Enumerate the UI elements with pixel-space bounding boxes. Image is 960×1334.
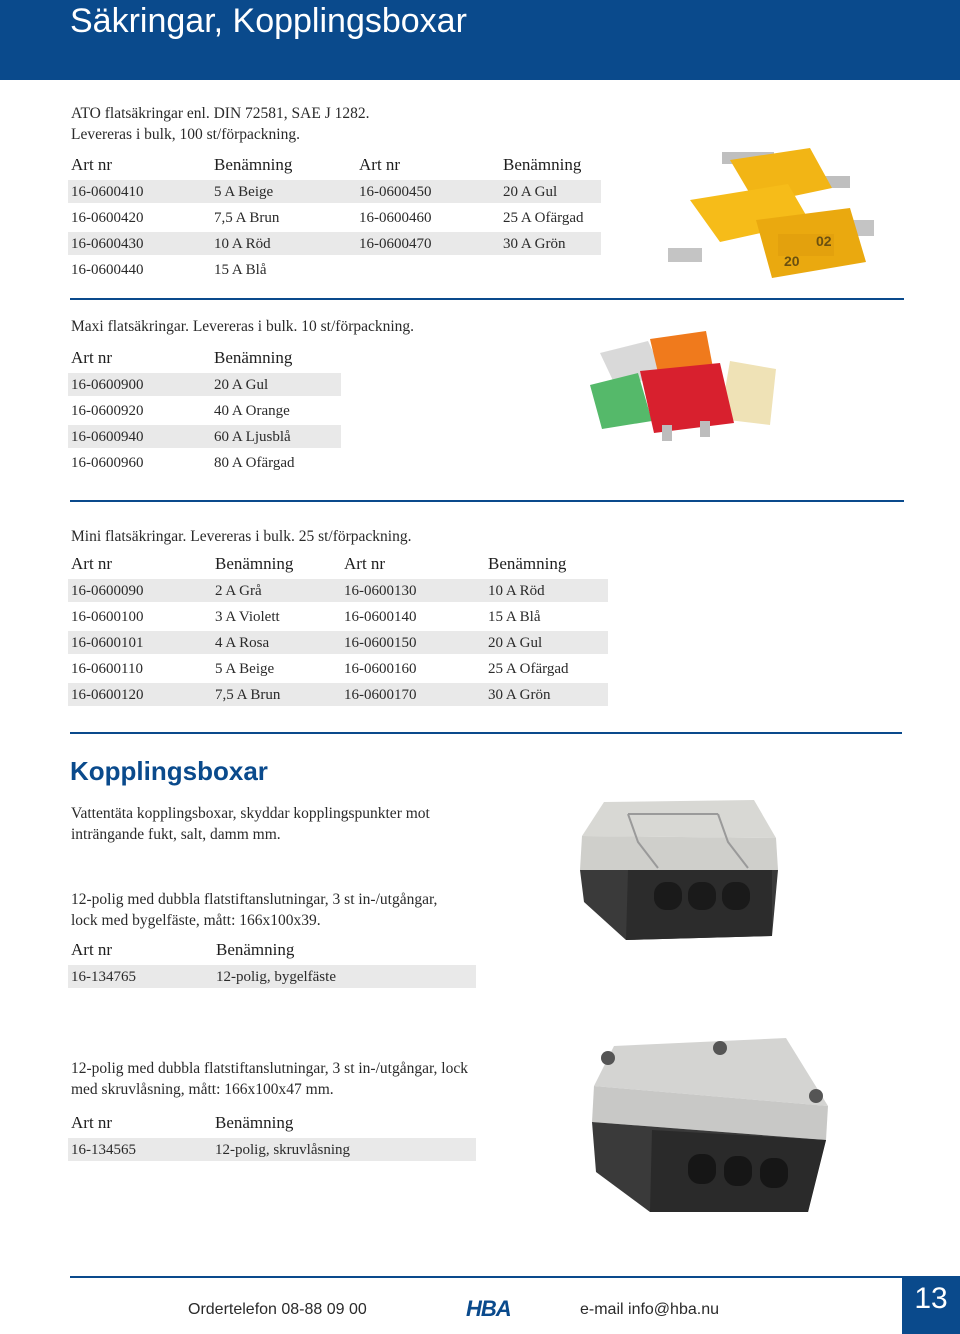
table-cell-name: 5 A Beige xyxy=(214,184,274,200)
table-cell-name: 15 A Blå xyxy=(488,609,541,625)
page-number: 13 xyxy=(914,1282,948,1315)
table-cell-art: 16-0600130 xyxy=(344,583,417,599)
table-cell-name: 25 A Ofärgad xyxy=(488,661,569,677)
ato-description-line2: Levereras i bulk, 100 st/förpackning. xyxy=(71,126,300,143)
ato-fuses-image xyxy=(660,130,890,290)
table-cell-art: 16-0600940 xyxy=(71,429,144,445)
table-cell-art: 16-0600960 xyxy=(71,455,144,471)
table-cell-name: 5 A Beige xyxy=(215,661,275,677)
maxi-fuses-image xyxy=(580,325,790,445)
table-cell-art: 16-0600140 xyxy=(344,609,417,625)
ato-right-col-name: Benämning xyxy=(503,155,582,174)
table-cell-name: 12-polig, bygelfäste xyxy=(216,969,336,985)
table-cell-art: 16-0600470 xyxy=(359,236,432,252)
table-cell-name: 25 A Ofärgad xyxy=(503,210,584,226)
table-cell-art: 16-0600420 xyxy=(71,210,144,226)
box1-description-line1: 12-polig med dubbla flatstiftanslutningar, 3 st in-/utgångar, xyxy=(71,891,438,908)
section-heading-kopplingsboxar: Kopplingsboxar xyxy=(70,756,268,786)
table-cell-art: 16-0600170 xyxy=(344,687,417,703)
table-cell-name: 7,5 A Brun xyxy=(214,210,280,226)
table-cell-art: 16-0600430 xyxy=(71,236,144,252)
table-cell-name: 80 A Ofärgad xyxy=(214,455,295,471)
table-cell-name: 12-polig, skruvlåsning xyxy=(215,1142,350,1158)
table-cell-art: 16-0600900 xyxy=(71,377,144,393)
table-cell-name: 20 A Gul xyxy=(503,184,558,200)
table-cell-name: 3 A Violett xyxy=(215,609,280,625)
footer-divider xyxy=(70,1276,902,1278)
ato-description-line1: ATO flatsäkringar enl. DIN 72581, SAE J 1282. xyxy=(71,105,370,122)
table-cell-art: 16-0600090 xyxy=(71,583,144,599)
mini-right-col-name: Benämning xyxy=(488,554,567,573)
table-cell-art: 16-0600110 xyxy=(71,661,143,677)
box2-col-name: Benämning xyxy=(215,1113,294,1132)
hba-logo: HBA xyxy=(466,1296,511,1321)
table-cell-name: 4 A Rosa xyxy=(215,635,270,651)
table-cell-name: 20 A Gul xyxy=(488,635,543,651)
table-cell-name: 10 A Röd xyxy=(214,236,271,252)
table-cell-name: 7,5 A Brun xyxy=(215,687,281,703)
section-divider xyxy=(70,500,904,502)
table-cell-art: 16-0600410 xyxy=(71,184,144,200)
box2-description-line2: med skruvlåsning, mått: 166x100x47 mm. xyxy=(71,1081,334,1098)
table-cell-art: 16-0600440 xyxy=(71,262,144,278)
table-cell-name: 30 A Grön xyxy=(503,236,566,252)
mini-left-col-name: Benämning xyxy=(215,554,294,573)
ato-right-col-art: Art nr xyxy=(359,155,401,174)
mini-description: Mini flatsäkringar. Levereras i bulk. 25 st/förpackning. xyxy=(71,528,412,545)
kopplingsboxar-intro-line1: Vattentäta kopplingsboxar, skyddar kopplingspunkter mot xyxy=(71,805,430,822)
table-cell-name: 15 A Blå xyxy=(214,262,267,278)
table-cell-name: 20 A Gul xyxy=(214,377,269,393)
svg-text:02: 02 xyxy=(816,233,832,249)
table-cell-art: 16-0600920 xyxy=(71,403,144,419)
maxi-col-art: Art nr xyxy=(71,348,113,367)
table-cell-art: 16-0600160 xyxy=(344,661,417,677)
junction-box-screw-image xyxy=(580,1030,850,1222)
table-cell-art: 16-0600450 xyxy=(359,184,432,200)
table-cell-art: 16-134765 xyxy=(71,969,136,985)
table-cell-name: 10 A Röd xyxy=(488,583,545,599)
box1-col-art: Art nr xyxy=(71,940,113,959)
table-cell-name: 60 A Ljusblå xyxy=(214,429,291,445)
table-cell-art: 16-0600100 xyxy=(71,609,144,625)
mini-right-col-art: Art nr xyxy=(344,554,386,573)
box1-col-name: Benämning xyxy=(216,940,295,959)
svg-text:20: 20 xyxy=(784,253,800,269)
ato-left-col-name: Benämning xyxy=(214,155,293,174)
section-divider xyxy=(70,298,904,300)
box2-description-line1: 12-polig med dubbla flatstiftanslutningar, 3 st in-/utgångar, lock xyxy=(71,1060,468,1077)
section-divider xyxy=(70,732,902,734)
page-title: Säkringar, Kopplingsboxar xyxy=(70,2,467,40)
maxi-col-name: Benämning xyxy=(214,348,293,367)
table-cell-art: 16-0600101 xyxy=(71,635,144,651)
table-cell-art: 16-134565 xyxy=(71,1142,136,1158)
footer-phone: Ordertelefon 08-88 09 00 xyxy=(188,1301,367,1318)
mini-left-col-art: Art nr xyxy=(71,554,113,573)
kopplingsboxar-intro-line2: inträngande fukt, salt, damm mm. xyxy=(71,826,281,843)
table-cell-name: 40 A Orange xyxy=(214,403,290,419)
box2-col-art: Art nr xyxy=(71,1113,113,1132)
table-cell-art: 16-0600120 xyxy=(71,687,144,703)
box1-description-line2: lock med bygelfäste, mått: 166x100x39. xyxy=(71,912,321,929)
junction-box-clip-image xyxy=(568,784,790,952)
table-cell-name: 2 A Grå xyxy=(215,583,262,599)
ato-left-col-art: Art nr xyxy=(71,155,113,174)
table-cell-name: 30 A Grön xyxy=(488,687,551,703)
table-cell-art: 16-0600150 xyxy=(344,635,417,651)
footer-email: e-mail info@hba.nu xyxy=(580,1301,719,1318)
maxi-description: Maxi flatsäkringar. Levereras i bulk. 10 st/förpackning. xyxy=(71,318,415,335)
table-cell-art: 16-0600460 xyxy=(359,210,432,226)
